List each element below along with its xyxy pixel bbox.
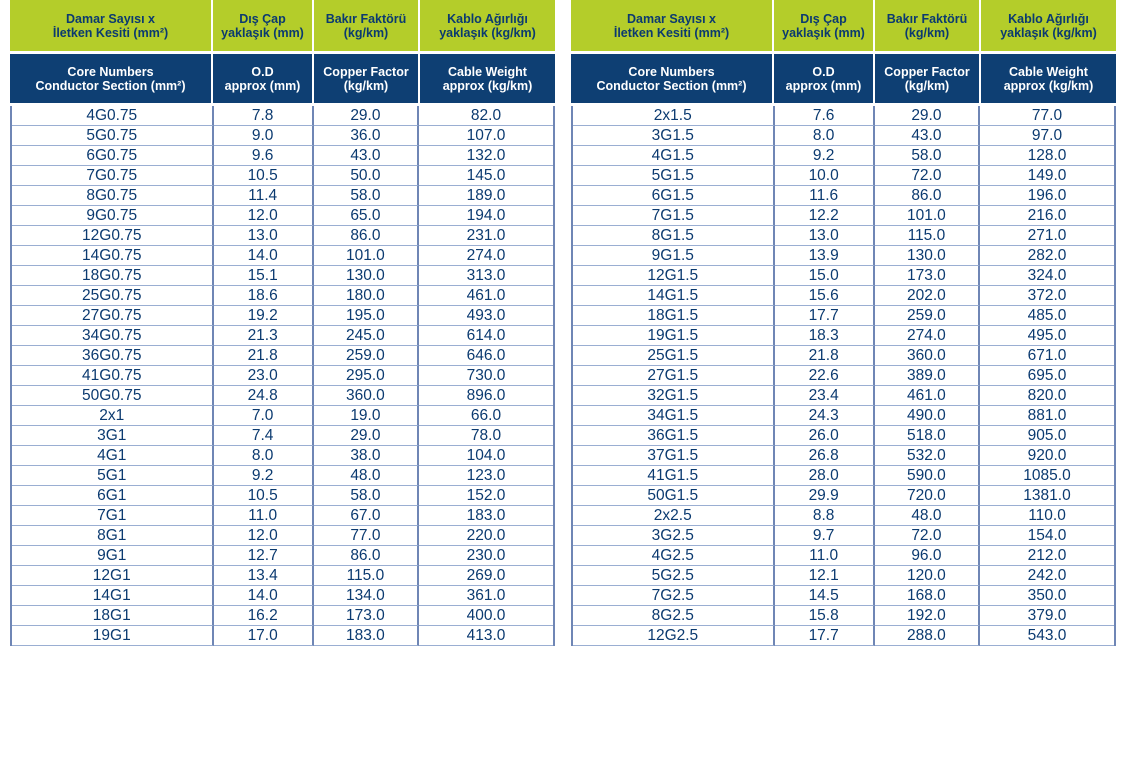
- outer-diameter-cell: 21.3: [214, 326, 314, 346]
- cable-weight-cell: 820.0: [980, 386, 1114, 406]
- copper-factor-cell: 195.0: [314, 306, 419, 326]
- core-section-cell: 19G1: [12, 626, 214, 646]
- outer-diameter-cell: 7.0: [214, 406, 314, 426]
- core-section-cell: 50G0.75: [12, 386, 214, 406]
- core-section-cell: 2x1.5: [573, 106, 775, 126]
- copper-factor-cell: 202.0: [875, 286, 980, 306]
- outer-diameter-cell: 24.8: [214, 386, 314, 406]
- copper-factor-cell: 29.0: [875, 106, 980, 126]
- copper-factor-cell: 360.0: [314, 386, 419, 406]
- table-row: [573, 526, 1114, 546]
- copper-factor-cell: 518.0: [875, 426, 980, 446]
- core-section-cell: 12G1: [12, 566, 214, 586]
- core-section-cell: 4G1: [12, 446, 214, 466]
- core-section-cell: 7G1.5: [573, 206, 775, 226]
- table-row: [573, 146, 1114, 166]
- copper-factor-cell: 120.0: [875, 566, 980, 586]
- outer-diameter-cell: 16.2: [214, 606, 314, 626]
- core-section-cell: 7G1: [12, 506, 214, 526]
- core-section-cell: 8G1.5: [573, 226, 775, 246]
- outer-diameter-cell: 21.8: [775, 346, 875, 366]
- outer-diameter-cell: 28.0: [775, 466, 875, 486]
- copper-factor-cell: 115.0: [314, 566, 419, 586]
- outer-diameter-cell: 9.7: [775, 526, 875, 546]
- table-row: [573, 566, 1114, 586]
- table-row: [573, 426, 1114, 446]
- table-row: [12, 106, 553, 126]
- outer-diameter-cell: 15.0: [775, 266, 875, 286]
- cable-weight-cell: 324.0: [980, 266, 1114, 286]
- core-section-cell: 37G1.5: [573, 446, 775, 466]
- table-row: [573, 606, 1114, 626]
- cable-weight-cell: 646.0: [419, 346, 553, 366]
- header-cable-weight-en: Cable Weight approx (kg/km): [420, 54, 555, 106]
- core-section-cell: 32G1.5: [573, 386, 775, 406]
- outer-diameter-cell: 11.4: [214, 186, 314, 206]
- table-row: [12, 406, 553, 426]
- outer-diameter-cell: 8.8: [775, 506, 875, 526]
- core-section-cell: 4G1.5: [573, 146, 775, 166]
- copper-factor-cell: 101.0: [314, 246, 419, 266]
- cable-weight-cell: 194.0: [419, 206, 553, 226]
- header-row-turkish: [10, 0, 555, 54]
- table-row: [573, 586, 1114, 606]
- outer-diameter-cell: 26.0: [775, 426, 875, 446]
- cable-weight-cell: 220.0: [419, 526, 553, 546]
- header-copper-factor-tr: Bakır Faktörü (kg/km): [875, 0, 981, 54]
- cable-weight-cell: 78.0: [419, 426, 553, 446]
- outer-diameter-cell: 14.0: [214, 586, 314, 606]
- table-row: [12, 186, 553, 206]
- cable-weight-cell: 271.0: [980, 226, 1114, 246]
- table-row: [12, 166, 553, 186]
- core-section-cell: 25G0.75: [12, 286, 214, 306]
- outer-diameter-cell: 13.4: [214, 566, 314, 586]
- table-row: [573, 366, 1114, 386]
- header-cable-weight-tr: Kablo Ağırlığı yaklaşık (kg/km): [420, 0, 555, 54]
- cable-weight-cell: 400.0: [419, 606, 553, 626]
- core-section-cell: 18G1.5: [573, 306, 775, 326]
- cable-weight-cell: 242.0: [980, 566, 1114, 586]
- outer-diameter-cell: 23.4: [775, 386, 875, 406]
- core-section-cell: 2x2.5: [573, 506, 775, 526]
- table-row: [573, 306, 1114, 326]
- copper-factor-cell: 96.0: [875, 546, 980, 566]
- core-section-cell: 7G0.75: [12, 166, 214, 186]
- outer-diameter-cell: 21.8: [214, 346, 314, 366]
- outer-diameter-cell: 14.0: [214, 246, 314, 266]
- copper-factor-cell: 288.0: [875, 626, 980, 646]
- cable-weight-cell: 671.0: [980, 346, 1114, 366]
- copper-factor-cell: 590.0: [875, 466, 980, 486]
- table-row: [12, 226, 553, 246]
- core-section-cell: 34G0.75: [12, 326, 214, 346]
- copper-factor-cell: 490.0: [875, 406, 980, 426]
- core-section-cell: 4G2.5: [573, 546, 775, 566]
- cable-weight-cell: 107.0: [419, 126, 553, 146]
- copper-factor-cell: 67.0: [314, 506, 419, 526]
- copper-factor-cell: 58.0: [875, 146, 980, 166]
- outer-diameter-cell: 10.0: [775, 166, 875, 186]
- copper-factor-cell: 50.0: [314, 166, 419, 186]
- core-section-cell: 25G1.5: [573, 346, 775, 366]
- core-section-cell: 5G1: [12, 466, 214, 486]
- header-copper-factor-tr: Bakır Faktörü (kg/km): [314, 0, 420, 54]
- copper-factor-cell: 180.0: [314, 286, 419, 306]
- table-row: [12, 486, 553, 506]
- cable-weight-cell: 183.0: [419, 506, 553, 526]
- copper-factor-cell: 192.0: [875, 606, 980, 626]
- header-row-english: [10, 54, 555, 106]
- cable-weight-cell: 66.0: [419, 406, 553, 426]
- copper-factor-cell: 532.0: [875, 446, 980, 466]
- outer-diameter-cell: 29.9: [775, 486, 875, 506]
- outer-diameter-cell: 15.8: [775, 606, 875, 626]
- core-section-cell: 12G2.5: [573, 626, 775, 646]
- outer-diameter-cell: 12.1: [775, 566, 875, 586]
- table-row: [12, 206, 553, 226]
- table-row: [573, 346, 1114, 366]
- cable-weight-cell: 881.0: [980, 406, 1114, 426]
- cable-weight-cell: 274.0: [419, 246, 553, 266]
- cable-weight-cell: 896.0: [419, 386, 553, 406]
- core-section-cell: 41G1.5: [573, 466, 775, 486]
- outer-diameter-cell: 8.0: [775, 126, 875, 146]
- outer-diameter-cell: 9.6: [214, 146, 314, 166]
- outer-diameter-cell: 14.5: [775, 586, 875, 606]
- copper-factor-cell: 86.0: [875, 186, 980, 206]
- core-section-cell: 2x1: [12, 406, 214, 426]
- table-row: [12, 286, 553, 306]
- core-section-cell: 9G0.75: [12, 206, 214, 226]
- core-section-cell: 9G1.5: [573, 246, 775, 266]
- cable-weight-cell: 269.0: [419, 566, 553, 586]
- copper-factor-cell: 134.0: [314, 586, 419, 606]
- header-copper-factor-en: Copper Factor (kg/km): [875, 54, 981, 106]
- core-section-cell: 8G1: [12, 526, 214, 546]
- outer-diameter-cell: 18.6: [214, 286, 314, 306]
- outer-diameter-cell: 13.0: [775, 226, 875, 246]
- cable-weight-cell: 905.0: [980, 426, 1114, 446]
- outer-diameter-cell: 26.8: [775, 446, 875, 466]
- core-section-cell: 9G1: [12, 546, 214, 566]
- copper-factor-cell: 259.0: [314, 346, 419, 366]
- outer-diameter-cell: 12.2: [775, 206, 875, 226]
- table-row: [573, 126, 1114, 146]
- cable-weight-cell: 485.0: [980, 306, 1114, 326]
- copper-factor-cell: 43.0: [314, 146, 419, 166]
- core-section-cell: 8G0.75: [12, 186, 214, 206]
- table-row: [12, 246, 553, 266]
- copper-factor-cell: 720.0: [875, 486, 980, 506]
- table-row: [12, 386, 553, 406]
- table-row: [573, 166, 1114, 186]
- core-section-cell: 3G1.5: [573, 126, 775, 146]
- table-row: [573, 246, 1114, 266]
- core-section-cell: 14G1.5: [573, 286, 775, 306]
- cable-weight-cell: 189.0: [419, 186, 553, 206]
- core-section-cell: 7G2.5: [573, 586, 775, 606]
- table-row: [12, 446, 553, 466]
- outer-diameter-cell: 8.0: [214, 446, 314, 466]
- cable-weight-cell: 1085.0: [980, 466, 1114, 486]
- cable-weight-cell: 372.0: [980, 286, 1114, 306]
- cable-weight-cell: 104.0: [419, 446, 553, 466]
- outer-diameter-cell: 15.6: [775, 286, 875, 306]
- copper-factor-cell: 29.0: [314, 106, 419, 126]
- header-row-english: [571, 54, 1116, 106]
- outer-diameter-cell: 13.0: [214, 226, 314, 246]
- table-row: [573, 406, 1114, 426]
- table-body-left: [10, 106, 555, 646]
- table-row: [12, 506, 553, 526]
- copper-factor-cell: 48.0: [314, 466, 419, 486]
- core-section-cell: 6G0.75: [12, 146, 214, 166]
- cable-weight-cell: 730.0: [419, 366, 553, 386]
- cable-weight-cell: 77.0: [980, 106, 1114, 126]
- cable-weight-cell: 1381.0: [980, 486, 1114, 506]
- cable-weight-cell: 128.0: [980, 146, 1114, 166]
- core-section-cell: 12G1.5: [573, 266, 775, 286]
- table-row: [573, 186, 1114, 206]
- core-section-cell: 5G2.5: [573, 566, 775, 586]
- core-section-cell: 36G1.5: [573, 426, 775, 446]
- outer-diameter-cell: 24.3: [775, 406, 875, 426]
- outer-diameter-cell: 18.3: [775, 326, 875, 346]
- table-row: [573, 266, 1114, 286]
- cable-weight-cell: 920.0: [980, 446, 1114, 466]
- cable-weight-cell: 110.0: [980, 506, 1114, 526]
- outer-diameter-cell: 13.9: [775, 246, 875, 266]
- header-core-numbers-tr: Damar Sayısı x İletken Kesiti (mm²): [571, 0, 774, 54]
- copper-factor-cell: 36.0: [314, 126, 419, 146]
- copper-factor-cell: 48.0: [875, 506, 980, 526]
- copper-factor-cell: 77.0: [314, 526, 419, 546]
- table-row: [12, 586, 553, 606]
- copper-factor-cell: 43.0: [875, 126, 980, 146]
- core-section-cell: 5G0.75: [12, 126, 214, 146]
- table-row: [12, 266, 553, 286]
- copper-factor-cell: 115.0: [875, 226, 980, 246]
- table-row: [12, 526, 553, 546]
- table-row: [12, 546, 553, 566]
- header-core-numbers-en: Core Numbers Conductor Section (mm²): [10, 54, 213, 106]
- core-section-cell: 4G0.75: [12, 106, 214, 126]
- copper-factor-cell: 19.0: [314, 406, 419, 426]
- cable-weight-cell: 154.0: [980, 526, 1114, 546]
- cable-weight-cell: 282.0: [980, 246, 1114, 266]
- cable-weight-cell: 152.0: [419, 486, 553, 506]
- cable-weight-cell: 196.0: [980, 186, 1114, 206]
- header-outer-diameter-en: O.D approx (mm): [774, 54, 875, 106]
- copper-factor-cell: 101.0: [875, 206, 980, 226]
- core-section-cell: 6G1.5: [573, 186, 775, 206]
- copper-factor-cell: 72.0: [875, 166, 980, 186]
- outer-diameter-cell: 7.4: [214, 426, 314, 446]
- copper-factor-cell: 259.0: [875, 306, 980, 326]
- core-section-cell: 3G2.5: [573, 526, 775, 546]
- core-section-cell: 8G2.5: [573, 606, 775, 626]
- header-core-numbers-en: Core Numbers Conductor Section (mm²): [571, 54, 774, 106]
- outer-diameter-cell: 9.2: [775, 146, 875, 166]
- outer-diameter-cell: 11.0: [214, 506, 314, 526]
- cable-weight-cell: 543.0: [980, 626, 1114, 646]
- table-row: [12, 126, 553, 146]
- core-section-cell: 18G0.75: [12, 266, 214, 286]
- core-section-cell: 5G1.5: [573, 166, 775, 186]
- outer-diameter-cell: 19.2: [214, 306, 314, 326]
- table-row: [12, 366, 553, 386]
- core-section-cell: 14G1: [12, 586, 214, 606]
- table-row: [573, 466, 1114, 486]
- copper-factor-cell: 130.0: [875, 246, 980, 266]
- table-row: [573, 326, 1114, 346]
- outer-diameter-cell: 7.6: [775, 106, 875, 126]
- copper-factor-cell: 130.0: [314, 266, 419, 286]
- header-cable-weight-en: Cable Weight approx (kg/km): [981, 54, 1116, 106]
- outer-diameter-cell: 12.0: [214, 206, 314, 226]
- cable-weight-cell: 313.0: [419, 266, 553, 286]
- header-outer-diameter-en: O.D approx (mm): [213, 54, 314, 106]
- outer-diameter-cell: 22.6: [775, 366, 875, 386]
- core-section-cell: 6G1: [12, 486, 214, 506]
- copper-factor-cell: 461.0: [875, 386, 980, 406]
- core-section-cell: 50G1.5: [573, 486, 775, 506]
- table-row: [12, 466, 553, 486]
- header-outer-diameter-tr: Dış Çap yaklaşık (mm): [774, 0, 875, 54]
- table-row: [12, 146, 553, 166]
- table-row: [573, 386, 1114, 406]
- cable-weight-cell: 413.0: [419, 626, 553, 646]
- copper-factor-cell: 58.0: [314, 186, 419, 206]
- copper-factor-cell: 168.0: [875, 586, 980, 606]
- outer-diameter-cell: 17.0: [214, 626, 314, 646]
- table-row: [12, 566, 553, 586]
- cable-table-left: [10, 0, 555, 646]
- copper-factor-cell: 38.0: [314, 446, 419, 466]
- cable-weight-cell: 97.0: [980, 126, 1114, 146]
- copper-factor-cell: 295.0: [314, 366, 419, 386]
- outer-diameter-cell: 17.7: [775, 306, 875, 326]
- copper-factor-cell: 360.0: [875, 346, 980, 366]
- copper-factor-cell: 86.0: [314, 226, 419, 246]
- copper-factor-cell: 29.0: [314, 426, 419, 446]
- header-cable-weight-tr: Kablo Ağırlığı yaklaşık (kg/km): [981, 0, 1116, 54]
- cable-weight-cell: 495.0: [980, 326, 1114, 346]
- core-section-cell: 34G1.5: [573, 406, 775, 426]
- cable-weight-cell: 350.0: [980, 586, 1114, 606]
- copper-factor-cell: 173.0: [314, 606, 419, 626]
- core-section-cell: 14G0.75: [12, 246, 214, 266]
- table-row: [12, 606, 553, 626]
- copper-factor-cell: 389.0: [875, 366, 980, 386]
- cable-weight-cell: 461.0: [419, 286, 553, 306]
- cable-weight-cell: 132.0: [419, 146, 553, 166]
- core-section-cell: 27G1.5: [573, 366, 775, 386]
- copper-factor-cell: 274.0: [875, 326, 980, 346]
- copper-factor-cell: 86.0: [314, 546, 419, 566]
- outer-diameter-cell: 11.6: [775, 186, 875, 206]
- header-outer-diameter-tr: Dış Çap yaklaşık (mm): [213, 0, 314, 54]
- table-body-right: [571, 106, 1116, 646]
- table-row: [573, 486, 1114, 506]
- cable-weight-cell: 230.0: [419, 546, 553, 566]
- cable-weight-cell: 493.0: [419, 306, 553, 326]
- cable-weight-cell: 145.0: [419, 166, 553, 186]
- copper-factor-cell: 72.0: [875, 526, 980, 546]
- outer-diameter-cell: 12.7: [214, 546, 314, 566]
- outer-diameter-cell: 23.0: [214, 366, 314, 386]
- table-row: [12, 346, 553, 366]
- cable-weight-cell: 614.0: [419, 326, 553, 346]
- core-section-cell: 3G1: [12, 426, 214, 446]
- outer-diameter-cell: 17.7: [775, 626, 875, 646]
- table-row: [12, 626, 553, 646]
- cable-weight-cell: 216.0: [980, 206, 1114, 226]
- header-core-numbers-tr: Damar Sayısı x İletken Kesiti (mm²): [10, 0, 213, 54]
- table-row: [573, 446, 1114, 466]
- copper-factor-cell: 65.0: [314, 206, 419, 226]
- copper-factor-cell: 58.0: [314, 486, 419, 506]
- outer-diameter-cell: 11.0: [775, 546, 875, 566]
- header-row-turkish: [571, 0, 1116, 54]
- table-row: [573, 546, 1114, 566]
- cable-table-right: [571, 0, 1116, 646]
- table-row: [12, 426, 553, 446]
- cable-weight-cell: 231.0: [419, 226, 553, 246]
- outer-diameter-cell: 12.0: [214, 526, 314, 546]
- cable-weight-cell: 361.0: [419, 586, 553, 606]
- core-section-cell: 36G0.75: [12, 346, 214, 366]
- core-section-cell: 18G1: [12, 606, 214, 626]
- table-row: [12, 326, 553, 346]
- cable-weight-cell: 212.0: [980, 546, 1114, 566]
- copper-factor-cell: 173.0: [875, 266, 980, 286]
- core-section-cell: 41G0.75: [12, 366, 214, 386]
- table-row: [12, 306, 553, 326]
- cable-weight-cell: 149.0: [980, 166, 1114, 186]
- table-row: [573, 286, 1114, 306]
- outer-diameter-cell: 9.2: [214, 466, 314, 486]
- core-section-cell: 19G1.5: [573, 326, 775, 346]
- table-row: [573, 206, 1114, 226]
- core-section-cell: 27G0.75: [12, 306, 214, 326]
- outer-diameter-cell: 7.8: [214, 106, 314, 126]
- cable-weight-cell: 82.0: [419, 106, 553, 126]
- outer-diameter-cell: 10.5: [214, 166, 314, 186]
- core-section-cell: 12G0.75: [12, 226, 214, 246]
- cable-weight-cell: 695.0: [980, 366, 1114, 386]
- cable-weight-cell: 123.0: [419, 466, 553, 486]
- outer-diameter-cell: 15.1: [214, 266, 314, 286]
- outer-diameter-cell: 10.5: [214, 486, 314, 506]
- table-row: [573, 106, 1114, 126]
- table-row: [573, 506, 1114, 526]
- table-row: [573, 626, 1114, 646]
- copper-factor-cell: 183.0: [314, 626, 419, 646]
- table-row: [573, 226, 1114, 246]
- outer-diameter-cell: 9.0: [214, 126, 314, 146]
- header-copper-factor-en: Copper Factor (kg/km): [314, 54, 420, 106]
- cable-weight-cell: 379.0: [980, 606, 1114, 626]
- copper-factor-cell: 245.0: [314, 326, 419, 346]
